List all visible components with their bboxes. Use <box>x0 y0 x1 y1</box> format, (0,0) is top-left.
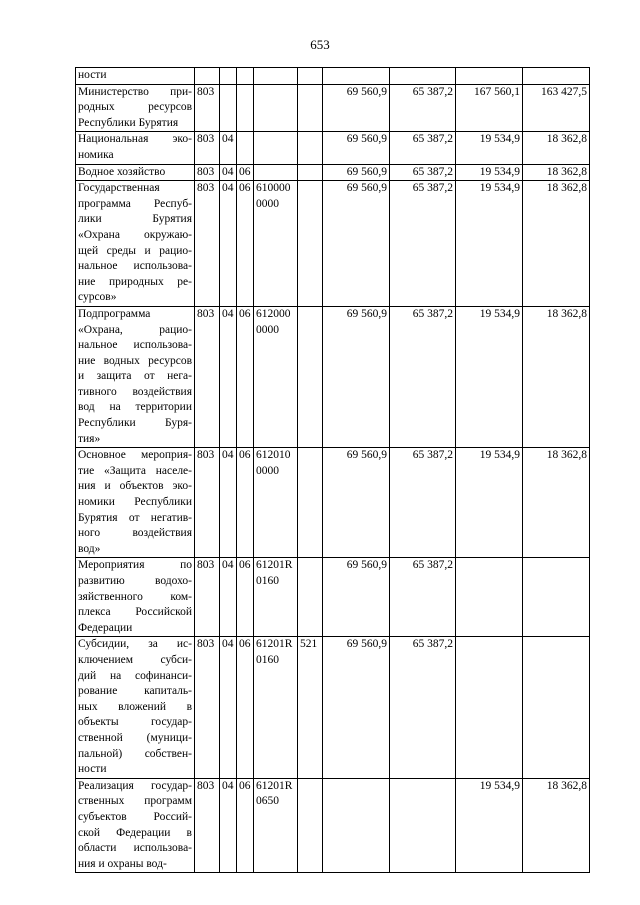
amount-cell-1: 69 560,9 <box>323 306 390 447</box>
expense-type-cell <box>298 181 323 307</box>
amount-cell-3 <box>456 68 523 85</box>
amount-cell-1: 69 560,9 <box>323 84 390 132</box>
item-name-line: субъектов Россий- <box>78 810 192 823</box>
budget-table <box>75 67 590 873</box>
item-name-line: ние водных ресурсов <box>78 354 192 367</box>
amount-cell-1 <box>323 778 390 873</box>
amount-cell-3 <box>456 637 523 778</box>
item-name-line: лики Бурятия <box>78 213 192 226</box>
expense-type-cell <box>298 164 323 181</box>
subsection-code-cell <box>237 132 254 164</box>
expense-type-cell <box>298 448 323 558</box>
item-name-line: дий на софинанси- <box>78 669 192 682</box>
item-name-line: плекса Российской <box>78 606 192 619</box>
item-name-line: и защита от нега- <box>78 370 192 383</box>
amount-cell-2: 65 387,2 <box>390 637 456 778</box>
table-row <box>76 306 590 447</box>
amount-cell-2: 65 387,2 <box>390 558 456 637</box>
item-name-line: Республики Бурятия <box>78 116 179 129</box>
expense-type-cell: 521 <box>298 637 323 778</box>
amount-cell-1: 69 560,9 <box>323 558 390 637</box>
amount-cell-2 <box>390 778 456 873</box>
ministry-code-cell: 803 <box>195 84 220 132</box>
item-name-line: щей среды и рацио- <box>78 244 192 257</box>
amount-cell-1: 69 560,9 <box>323 132 390 164</box>
item-name-line: объекты государ- <box>78 716 192 729</box>
item-name-line: «Охрана, рацио- <box>78 323 192 336</box>
item-name-line: развитию водохо- <box>78 575 192 587</box>
ministry-code-cell: 803 <box>195 306 220 447</box>
expense-type-cell <box>298 68 323 85</box>
subsection-code-cell: 06 <box>237 637 254 778</box>
amount-cell-2: 65 387,2 <box>390 448 456 558</box>
expense-type-cell <box>298 132 323 164</box>
subsection-code-cell: 06 <box>237 778 254 873</box>
amount-cell-4 <box>523 637 590 778</box>
item-name-line: рование капиталь- <box>78 685 192 698</box>
ministry-code-cell: 803 <box>195 132 220 164</box>
target-article-cell <box>254 132 298 164</box>
item-name-line: нальное использова- <box>78 339 192 352</box>
expense-type-cell <box>298 306 323 447</box>
item-name-line: Субсидии, за ис- <box>78 638 192 651</box>
section-code-cell: 04 <box>220 132 237 164</box>
amount-cell-1 <box>323 68 390 85</box>
amount-cell-2: 65 387,2 <box>390 164 456 181</box>
ministry-code-cell: 803 <box>195 558 220 637</box>
section-code-cell <box>220 84 237 132</box>
item-name-line: тия» <box>78 432 101 445</box>
amount-cell-4: 18 362,8 <box>523 181 590 307</box>
item-name-cell <box>76 306 195 447</box>
ministry-code-cell: 803 <box>195 637 220 778</box>
item-name-line: ности <box>78 763 107 776</box>
target-article-cell <box>254 164 298 181</box>
amount-cell-1: 69 560,9 <box>323 164 390 181</box>
item-name-line: «Охрана окружаю- <box>78 228 192 241</box>
item-name-line: Реализация государ- <box>78 779 192 792</box>
item-name-line: ключением субси- <box>78 653 192 666</box>
subsection-code-cell: 06 <box>237 558 254 637</box>
page-number: 653 <box>310 37 330 52</box>
amount-cell-3: 19 534,9 <box>456 778 523 873</box>
table-body <box>76 68 590 873</box>
amount-cell-2: 65 387,2 <box>390 84 456 132</box>
item-name-cell <box>76 448 195 558</box>
item-name-cell <box>76 84 195 132</box>
item-name-cell <box>76 132 195 164</box>
item-name-line: Мероприятия по <box>78 559 192 572</box>
item-name-cell <box>76 68 195 85</box>
item-name-line: ния и объектов эко- <box>78 480 192 493</box>
section-code-cell: 04 <box>220 181 237 307</box>
amount-cell-4 <box>523 558 590 637</box>
target-article-cell: 61201R 0650 <box>254 778 298 873</box>
item-name-line: Национальная эко- <box>78 133 192 146</box>
target-article-cell: 61201R 0160 <box>254 558 298 637</box>
item-name-line: зяйственного ком- <box>78 590 192 603</box>
amount-cell-2: 65 387,2 <box>390 306 456 447</box>
item-name-line: вод» <box>78 542 101 555</box>
subsection-code-cell: 06 <box>237 181 254 307</box>
amount-cell-4: 18 362,8 <box>523 778 590 873</box>
section-code-cell <box>220 68 237 85</box>
amount-cell-4: 163 427,5 <box>523 84 590 132</box>
item-name-line: номики Республики <box>78 496 192 509</box>
item-name-line: вод на территории <box>78 401 192 414</box>
amount-cell-4: 18 362,8 <box>523 132 590 164</box>
item-name-line: ственных программ <box>78 795 192 808</box>
ministry-code-cell: 803 <box>195 778 220 873</box>
table-row <box>76 448 590 558</box>
item-name-line: ской Федерации в <box>78 826 192 839</box>
item-name-cell <box>76 164 195 181</box>
ministry-code-cell: 803 <box>195 181 220 307</box>
item-name-line: ния и охраны вод- <box>78 857 167 870</box>
amount-cell-2 <box>390 68 456 85</box>
item-name-line: тивного воздействия <box>78 385 192 398</box>
amount-cell-3: 19 534,9 <box>456 132 523 164</box>
item-name-cell <box>76 778 195 873</box>
amount-cell-3 <box>456 558 523 637</box>
item-name-line: Республики Буря- <box>78 417 192 430</box>
target-article-cell: 61201R 0160 <box>254 637 298 778</box>
item-name-line: ного воздействия <box>78 527 192 540</box>
section-code-cell: 04 <box>220 558 237 637</box>
item-name-line: ственной (муници- <box>78 731 192 744</box>
item-name-line: сурсов» <box>78 291 117 304</box>
item-name-line: тие «Защита населе- <box>78 464 192 477</box>
table-row <box>76 84 590 132</box>
item-name-line: Водное хозяйство <box>78 165 166 178</box>
item-name-line: области использова- <box>78 842 192 855</box>
amount-cell-1: 69 560,9 <box>323 181 390 307</box>
amount-cell-4 <box>523 68 590 85</box>
amount-cell-3: 19 534,9 <box>456 164 523 181</box>
item-name-line: номика <box>78 148 114 161</box>
amount-cell-3: 19 534,9 <box>456 181 523 307</box>
table-row <box>76 637 590 778</box>
section-code-cell: 04 <box>220 637 237 778</box>
subsection-code-cell <box>237 84 254 132</box>
expense-type-cell <box>298 84 323 132</box>
subsection-code-cell: 06 <box>237 306 254 447</box>
target-article-cell <box>254 84 298 132</box>
subsection-code-cell: 06 <box>237 448 254 558</box>
subsection-code-cell: 06 <box>237 164 254 181</box>
target-article-cell <box>254 68 298 85</box>
amount-cell-2: 65 387,2 <box>390 181 456 307</box>
section-code-cell: 04 <box>220 448 237 558</box>
amount-cell-2: 65 387,2 <box>390 132 456 164</box>
target-article-cell: 610000 0000 <box>254 181 298 307</box>
item-name-line: пальной) собствен- <box>78 747 192 760</box>
item-name-cell <box>76 181 195 307</box>
target-article-cell: 612000 0000 <box>254 306 298 447</box>
target-article-cell: 612010 0000 <box>254 448 298 558</box>
item-name-line: ние природных ре- <box>78 275 192 288</box>
expense-type-cell <box>298 558 323 637</box>
section-code-cell: 04 <box>220 164 237 181</box>
item-name-line: Государственная <box>78 182 160 195</box>
expense-type-cell <box>298 778 323 873</box>
item-name-line: ных вложений в <box>78 700 192 713</box>
table-row <box>76 778 590 873</box>
item-name-line: родных ресурсов <box>78 101 192 114</box>
item-name-line: нальное использова- <box>78 260 192 273</box>
amount-cell-1: 69 560,9 <box>323 637 390 778</box>
item-name-cell <box>76 637 195 778</box>
table-row <box>76 164 590 181</box>
amount-cell-1: 69 560,9 <box>323 448 390 558</box>
table-row <box>76 68 590 85</box>
ministry-code-cell <box>195 68 220 85</box>
amount-cell-3: 19 534,9 <box>456 448 523 558</box>
item-name-line: ности <box>78 69 107 81</box>
section-code-cell: 04 <box>220 306 237 447</box>
amount-cell-4: 18 362,8 <box>523 448 590 558</box>
section-code-cell: 04 <box>220 778 237 873</box>
amount-cell-3: 19 534,9 <box>456 306 523 447</box>
item-name-line: Подпрограмма <box>78 307 151 320</box>
table-row <box>76 132 590 164</box>
item-name-line: Бурятия от негатив- <box>78 511 192 524</box>
amount-cell-4: 18 362,8 <box>523 306 590 447</box>
table-row <box>76 181 590 307</box>
amount-cell-4: 18 362,8 <box>523 164 590 181</box>
ministry-code-cell: 803 <box>195 448 220 558</box>
item-name-line: Основное мероприя- <box>78 449 192 462</box>
table-row <box>76 558 590 637</box>
item-name-line: Министерство при- <box>78 85 192 98</box>
item-name-cell <box>76 558 195 637</box>
ministry-code-cell: 803 <box>195 164 220 181</box>
item-name-line: программа Респуб- <box>78 197 192 210</box>
amount-cell-3: 167 560,1 <box>456 84 523 132</box>
item-name-line: Федерации <box>78 621 133 634</box>
subsection-code-cell <box>237 68 254 85</box>
